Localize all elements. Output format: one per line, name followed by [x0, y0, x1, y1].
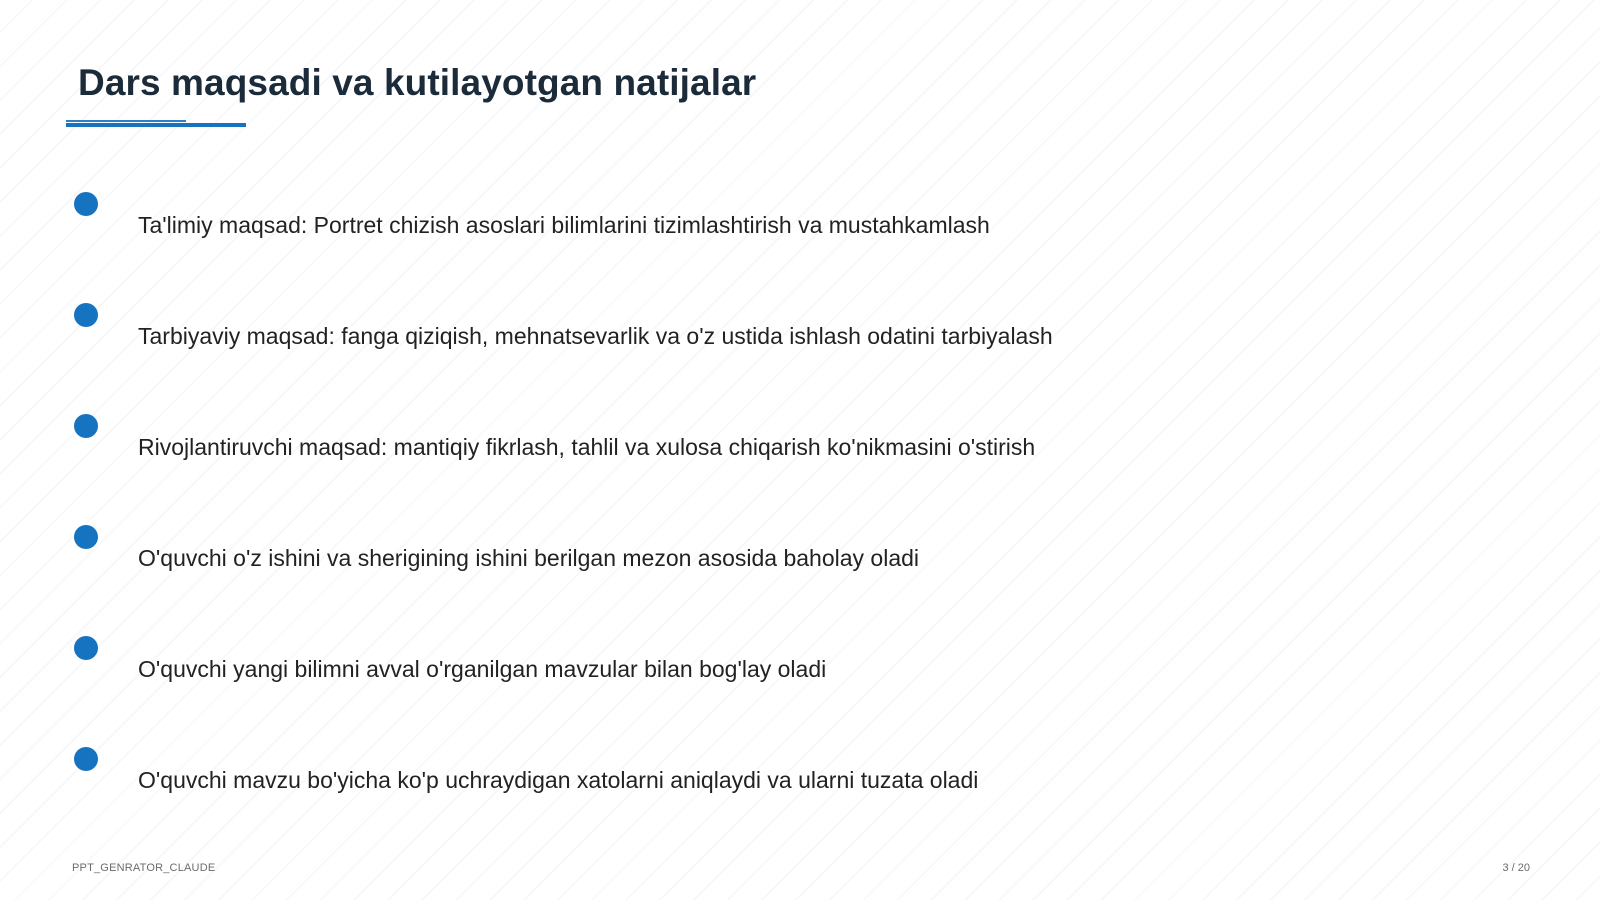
- bullet-dot-icon: [74, 303, 98, 327]
- list-item: [74, 525, 1474, 585]
- bullet-dot-icon: [74, 636, 98, 660]
- list-item: [74, 636, 1474, 696]
- list-item-text: O'quvchi yangi bilimni avval o'rganilgan mavzular bilan bog'lay oladi: [138, 656, 827, 682]
- bullet-dot-icon: [74, 192, 98, 216]
- list-item: [74, 747, 1474, 807]
- footer-source: PPT_GENRATOR_CLAUDE: [72, 862, 216, 874]
- list-item: [74, 303, 1474, 363]
- bullet-dot-icon: [74, 525, 98, 549]
- list-item-text: Ta'limiy maqsad: Portret chizish asoslari bilimlarini tizimlashtirish va mustahkamlash: [138, 212, 990, 238]
- list-item-text: O'quvchi o'z ishini va sherigining ishini berilgan mezon asosida baholay oladi: [138, 545, 920, 571]
- slide-title: Dars maqsadi va kutilayotgan natijalar: [78, 62, 757, 103]
- list-item: [74, 192, 1474, 252]
- bullet-dot-icon: [74, 747, 98, 771]
- list-item-text: O'quvchi mavzu bo'yicha ko'p uchraydigan xatolarni aniqlaydi va ularni tuzata oladi: [138, 767, 979, 793]
- bullet-dot-icon: [74, 414, 98, 438]
- list-item-text: Tarbiyaviy maqsad: fanga qiziqish, mehnatsevarlik va o'z ustida ishlash odatini tarbiyalash: [138, 323, 1053, 349]
- page-number: 3 / 20: [1502, 862, 1530, 874]
- list-item: [74, 414, 1474, 474]
- list-item-text: Rivojlantiruvchi maqsad: mantiqiy fikrlash, tahlil va xulosa chiqarish ko'nikmasini o'stirish: [138, 434, 1036, 460]
